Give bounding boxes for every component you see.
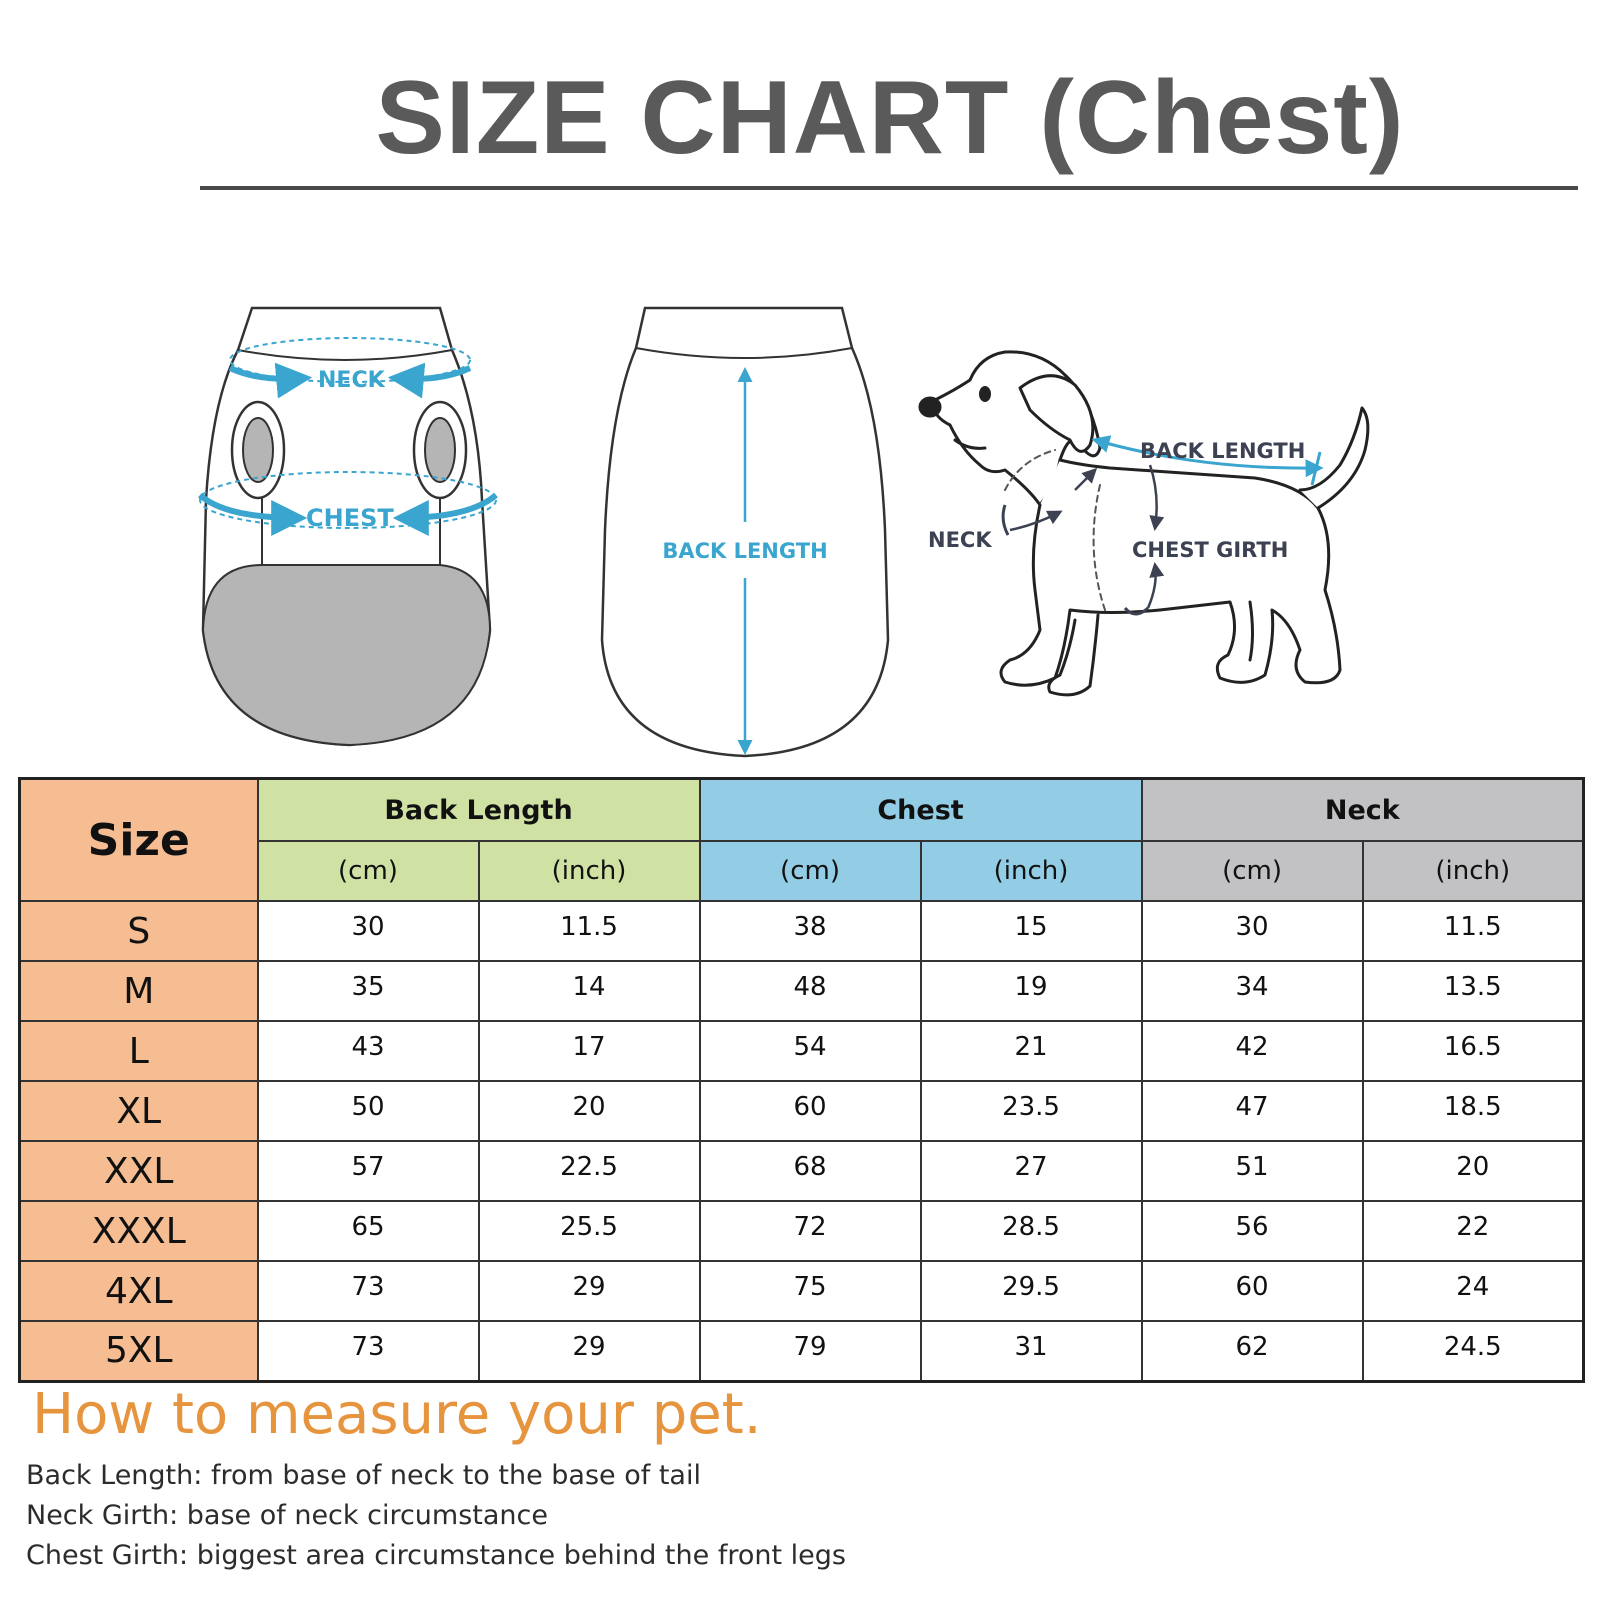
neck-header: Neck [1142,779,1584,842]
value-cell: 30 [1142,901,1363,961]
value-cell: 75 [700,1261,921,1321]
note-neck-girth: Neck Girth: base of neck circumstance [26,1500,548,1531]
size-table [18,777,1585,1383]
back-length-header: Back Length [258,779,700,842]
note-chest-girth: Chest Girth: biggest area circumstance behind the front legs [26,1540,846,1571]
unit-header: (cm) [258,841,479,901]
value-cell: 29 [479,1321,700,1381]
value-cell: 68 [700,1141,921,1201]
value-cell: 42 [1142,1021,1363,1081]
chest-header: Chest [700,779,1142,842]
value-cell: 43 [258,1021,479,1081]
value-cell: 38 [700,901,921,961]
value-cell: 35 [258,961,479,1021]
size-cell: M [20,961,258,1021]
value-cell: 22 [1363,1201,1584,1261]
table-row [20,1201,1584,1261]
size-cell: S [20,901,258,961]
title-divider [200,186,1578,190]
value-cell: 65 [258,1201,479,1261]
value-cell: 47 [1142,1081,1363,1141]
value-cell: 48 [700,961,921,1021]
measure-heading: How to measure your pet. [32,1382,762,1447]
value-cell: 56 [1142,1201,1363,1261]
size-cell: L [20,1021,258,1081]
unit-header: (cm) [1142,841,1363,901]
value-cell: 34 [1142,961,1363,1021]
value-cell: 79 [700,1321,921,1381]
value-cell: 62 [1142,1321,1363,1381]
value-cell: 60 [700,1081,921,1141]
note-back-length: Back Length: from base of neck to the base of tail [26,1460,701,1491]
unit-header: (inch) [479,841,700,901]
value-cell: 24 [1363,1261,1584,1321]
value-cell: 17 [479,1021,700,1081]
value-cell: 13.5 [1363,961,1584,1021]
dog-back-length-label: BACK LENGTH [1140,439,1306,463]
size-cell: XL [20,1081,258,1141]
value-cell: 19 [921,961,1142,1021]
value-cell: 30 [258,901,479,961]
unit-header: (cm) [700,841,921,901]
value-cell: 23.5 [921,1081,1142,1141]
front-neck-label: NECK [318,368,385,393]
value-cell: 20 [479,1081,700,1141]
value-cell: 57 [258,1141,479,1201]
size-table-body [20,901,1584,1381]
value-cell: 20 [1363,1141,1584,1201]
table-row [20,961,1584,1021]
unit-header: (inch) [1363,841,1584,901]
size-cell: XXXL [20,1201,258,1261]
table-row [20,1141,1584,1201]
value-cell: 60 [1142,1261,1363,1321]
value-cell: 29 [479,1261,700,1321]
garment-back-view [602,308,888,756]
value-cell: 14 [479,961,700,1021]
size-cell: XXL [20,1141,258,1201]
value-cell: 24.5 [1363,1321,1584,1381]
dog-illustration [920,352,1368,695]
value-cell: 29.5 [921,1261,1142,1321]
value-cell: 22.5 [479,1141,700,1201]
value-cell: 73 [258,1261,479,1321]
table-row [20,1081,1584,1141]
table-row [20,1021,1584,1081]
back-length-label: BACK LENGTH [662,539,828,563]
value-cell: 73 [258,1321,479,1381]
garment-front-view [200,308,496,745]
table-row [20,1321,1584,1381]
value-cell: 72 [700,1201,921,1261]
size-cell: 4XL [20,1261,258,1321]
value-cell: 16.5 [1363,1021,1584,1081]
value-cell: 11.5 [479,901,700,961]
value-cell: 18.5 [1363,1081,1584,1141]
value-cell: 50 [258,1081,479,1141]
dog-chest-girth-label: CHEST GIRTH [1132,538,1289,562]
front-chest-label: CHEST [306,504,394,532]
value-cell: 11.5 [1363,901,1584,961]
size-cell: 5XL [20,1321,258,1381]
table-row [20,901,1584,961]
value-cell: 51 [1142,1141,1363,1201]
value-cell: 15 [921,901,1142,961]
value-cell: 25.5 [479,1201,700,1261]
value-cell: 28.5 [921,1201,1142,1261]
size-column-header: Size [20,779,258,902]
measurement-illustrations [0,290,1598,770]
table-row [20,1261,1584,1321]
dog-neck-label: NECK [928,528,992,552]
value-cell: 31 [921,1321,1142,1381]
value-cell: 21 [921,1021,1142,1081]
page-title: SIZE CHART (Chest) [375,60,1405,176]
value-cell: 54 [700,1021,921,1081]
value-cell: 27 [921,1141,1142,1201]
unit-header: (inch) [921,841,1142,901]
